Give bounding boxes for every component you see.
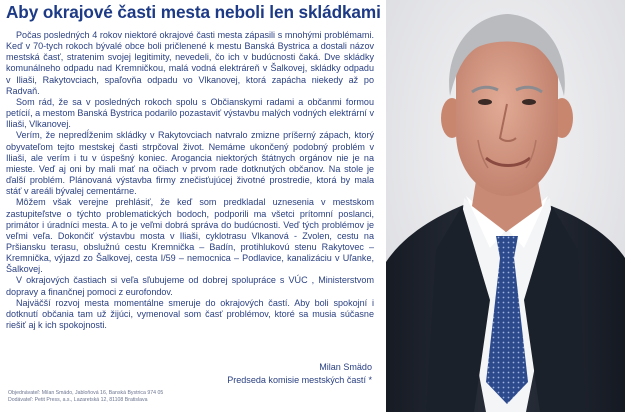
signature-name: Milan Smädo — [319, 362, 372, 372]
right-eye — [522, 99, 536, 105]
imprint-supplier: Dodávateľ: Petit Press, a.s., Lazaretská 12, 81108 Bratislava — [8, 397, 148, 403]
paragraph-6: Najväčší rozvoj mesta momentálne smeruje do okrajových častí. Aby boli spokojní i dotknutí občania tam už žijúci, vymenoval som časť problémov, ktoré sa musia súčasne riešiť aj k ich spokojnosti. — [6, 297, 374, 331]
signature-role: Predseda komisie mestských častí * — [227, 375, 372, 385]
paragraph-4: Môžem však verejne prehlásiť, že keď som predkladal uznesenia v mestskom zastupiteľstve o týchto problematických bodoch, podporili ma všetci prítomní poslanci, primátor i úradníci mesta. A to je veľmi dobrá správa do budúcnosti. Veď tých problémov je veľmi veľa. Dokončiť výstavbu mosta v Iliaši, cyklotrasu Vlkanová - Zvolen, cestu na Pršiansku terasu, obslužnú cestu Kremnička – Badín, protihlukovú stenu Rakytovec – Kremnička, výjazd zo Šalkovej, cesta I/59 – nemocnica – Podlavice, kanalizáciu v Uľanke, Šalkovej. — [6, 197, 374, 275]
paragraph-2: Som rád, že sa v posledných rokoch spolu s Občianskymi radami a občanmi formou petícií, a mestom Banská Bystrica podarilo pozastaviť výstavbu malých vodných elektrární v Iliaši, Vlkanovej. — [6, 96, 374, 130]
portrait-illustration — [386, 0, 625, 412]
article-body — [6, 30, 374, 331]
paragraph-3: Verím, že nepredĺženim skládky v Rakytovciach natvralo zmizne príšerný zápach, ktorý obyvateľom tejto mestskej časti strpčoval život. Nemáme ukončený podobný problém v Iliaši, ale verím i tu v úspešný koniec. Arogancia niektorých štátnych orgánov nie je na mieste. Veď aj oni by mali mať na očiach v prvom rade dotknutých občanov. Na stole je ďalší problém. Plánovaná výstavba firmy znečisťujúcej životné prostredie, ktorá by mala stáť v areáli bývalej cementárne. — [6, 130, 374, 197]
paragraph-5: V okrajových častiach si veľa sľubujeme od dobrej spolupráce s VÚC , Ministerstvom dopravy a finančnej pomoci z eurofondov. — [6, 275, 374, 297]
portrait-photo — [386, 0, 625, 412]
paragraph-1: Počas posledných 4 rokov niektoré okrajové časti mesta zápasili s mnohými problémami. Keď v 70-tych rokoch bývalé obce boli pričlenené k mestu Banská Bystrica a dostali názov mestská časť, stratenim svojej legitimity, nevedeli, čo ich v budúcnosti čaká. Dve skládky komunálneho odpadu nad Kremničkou, malá vodná elektráreň v Šalkovej, skládky odpadu v Iliaši, Rakytovciach, spaľovňa odpadu vo Vlkanovej, ktorá zapácha niekedy až po Radvaň. — [6, 30, 374, 96]
face — [456, 28, 558, 196]
imprint-client: Objednávateľ: Milan Smädo, Jabloňová 16, Banská Bystrica 974 05 — [8, 390, 164, 396]
left-eye — [478, 99, 492, 105]
article-title: Aby okrajové časti mesta neboli len skládkami — [6, 2, 381, 22]
